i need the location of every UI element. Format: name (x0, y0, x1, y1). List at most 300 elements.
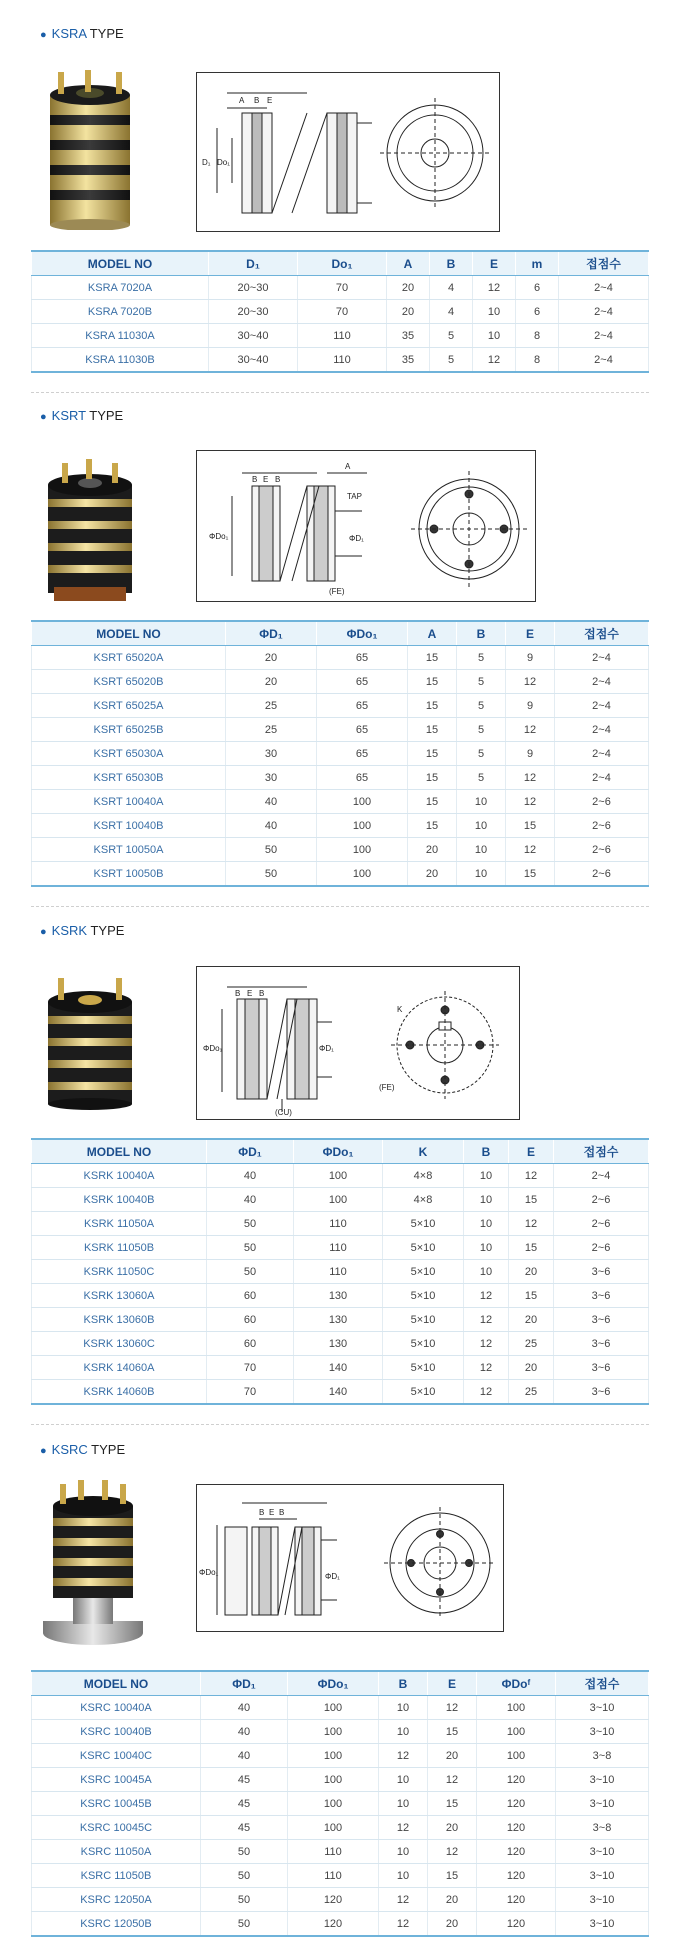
section-divider (31, 1424, 649, 1425)
table-cell: 2~4 (559, 300, 649, 324)
table-cell: 12 (464, 1284, 509, 1308)
table-cell: 2~4 (555, 694, 649, 718)
table-cell: 20 (428, 1888, 477, 1912)
table-cell: 100 (288, 1696, 379, 1720)
table-row (32, 1888, 649, 1912)
technical-drawing (196, 1484, 504, 1632)
slip-ring-photo (42, 455, 138, 605)
label-b2: B (259, 989, 265, 998)
table-cell: 5 (430, 324, 473, 348)
table-cell: 9 (506, 742, 555, 766)
table-cell: 50 (201, 1888, 288, 1912)
table-cell: 70 (298, 276, 387, 300)
table-cell: 40 (226, 790, 317, 814)
table-cell: 15 (408, 742, 457, 766)
label-do1: ΦDo₁ (209, 532, 229, 541)
table-cell: 12 (379, 1816, 428, 1840)
table-cell: 20 (428, 1912, 477, 1937)
table-cell: 12 (379, 1888, 428, 1912)
table-cell: 100 (317, 814, 408, 838)
table-cell: 12 (506, 838, 555, 862)
table-row (32, 1840, 649, 1864)
table-cell: 5×10 (383, 1284, 464, 1308)
table-cell: 10 (473, 324, 516, 348)
label-tap: TAP (347, 492, 362, 501)
table-cell: 10 (457, 790, 506, 814)
table-cell: 12 (506, 670, 555, 694)
table-cell: 12 (428, 1768, 477, 1792)
table-cell: 45 (201, 1792, 288, 1816)
model-no-cell: KSRT 65020B (32, 670, 226, 694)
table-cell: 2~4 (554, 1164, 649, 1188)
table-row (32, 1380, 649, 1405)
table-cell: 65 (317, 742, 408, 766)
table-cell: 15 (509, 1236, 554, 1260)
table-cell: 30~40 (209, 348, 298, 373)
label-e: E (247, 989, 253, 998)
model-no-cell: KSRC 10045C (32, 1816, 201, 1840)
table-cell: 12 (464, 1332, 509, 1356)
model-no-cell: KSRC 11050A (32, 1840, 201, 1864)
table-cell: 45 (201, 1816, 288, 1840)
table-cell: 50 (207, 1236, 294, 1260)
table-header-row: MODEL NO ΦD₁ ΦDo₁ B E ΦDoᶠ 접점수 (32, 1671, 649, 1696)
table-cell: 100 (288, 1768, 379, 1792)
table-cell: 3~6 (554, 1260, 649, 1284)
table-cell: 65 (317, 646, 408, 670)
table-cell: 110 (288, 1864, 379, 1888)
table-cell: 5×10 (383, 1236, 464, 1260)
table-cell: 5×10 (383, 1260, 464, 1284)
table-cell: 100 (288, 1720, 379, 1744)
table-cell: 100 (294, 1164, 383, 1188)
bullet-icon: ● (40, 29, 47, 41)
table-header-row: MODEL NO ΦD₁ ΦDo₁ A B E 접점수 (32, 621, 649, 646)
table-cell: 120 (288, 1912, 379, 1937)
table-cell: 2~4 (559, 348, 649, 373)
table-cell: 15 (428, 1792, 477, 1816)
table-row (32, 1816, 649, 1840)
table-cell: 20 (226, 646, 317, 670)
model-no-cell: KSRK 11050B (32, 1236, 207, 1260)
model-no-cell: KSRT 10040A (32, 790, 226, 814)
table-cell: 2~4 (555, 670, 649, 694)
section-divider (31, 392, 649, 393)
table-row (32, 862, 649, 887)
table-cell: 3~6 (554, 1332, 649, 1356)
table-cell: 5 (457, 694, 506, 718)
label-k: K (397, 1005, 403, 1014)
table-cell: 20 (509, 1260, 554, 1284)
table-cell: 100 (477, 1696, 556, 1720)
label-b2: B (275, 475, 281, 484)
table-cell: 60 (207, 1284, 294, 1308)
table-cell: 10 (379, 1720, 428, 1744)
table-cell: 40 (201, 1696, 288, 1720)
table-row (32, 646, 649, 670)
model-no-cell: KSRT 10040B (32, 814, 226, 838)
table-row (32, 1308, 649, 1332)
table-row (32, 1356, 649, 1380)
table-cell: 15 (408, 814, 457, 838)
model-no-cell: KSRT 65030A (32, 742, 226, 766)
table-cell: 100 (477, 1744, 556, 1768)
table-cell: 3~6 (554, 1356, 649, 1380)
table-cell: 25 (226, 694, 317, 718)
table-cell: 30 (226, 742, 317, 766)
table-row (32, 1212, 649, 1236)
spec-table-ksrt (31, 620, 649, 887)
table-cell: 12 (428, 1840, 477, 1864)
table-cell: 3~10 (556, 1792, 649, 1816)
table-row (32, 1696, 649, 1720)
table-cell: 25 (226, 718, 317, 742)
table-cell: 15 (408, 790, 457, 814)
table-cell: 15 (428, 1720, 477, 1744)
table-cell: 100 (317, 838, 408, 862)
table-cell: 3~10 (556, 1864, 649, 1888)
table-cell: 25 (509, 1380, 554, 1405)
table-cell: 3~6 (554, 1380, 649, 1405)
table-cell: 12 (473, 348, 516, 373)
table-cell: 8 (516, 348, 559, 373)
table-cell: 65 (317, 694, 408, 718)
table-cell: 120 (477, 1864, 556, 1888)
table-cell: 3~10 (556, 1840, 649, 1864)
table-row (32, 670, 649, 694)
table-cell: 2~4 (555, 646, 649, 670)
table-cell: 5×10 (383, 1356, 464, 1380)
table-row (32, 718, 649, 742)
label-a: A (345, 462, 351, 471)
label-d1: ΦD₁ (319, 1044, 334, 1053)
model-no-cell: KSRK 11050C (32, 1260, 207, 1284)
model-no-cell: KSRC 12050A (32, 1888, 201, 1912)
label-d1: D₁ (202, 158, 211, 167)
table-cell: 110 (294, 1212, 383, 1236)
model-no-cell: KSRC 10045B (32, 1792, 201, 1816)
table-cell: 3~6 (554, 1284, 649, 1308)
table-cell: 4×8 (383, 1188, 464, 1212)
label-b2: B (279, 1508, 285, 1517)
bullet-icon: ● (40, 1445, 47, 1457)
bullet-icon: ● (40, 411, 47, 423)
table-cell: 100 (477, 1720, 556, 1744)
table-row (32, 1332, 649, 1356)
table-cell: 50 (201, 1912, 288, 1937)
table-cell: 35 (387, 324, 430, 348)
table-cell: 20 (408, 838, 457, 862)
table-cell: 2~6 (555, 838, 649, 862)
table-cell: 12 (506, 718, 555, 742)
model-no-cell: KSRC 11050B (32, 1864, 201, 1888)
table-cell: 12 (473, 276, 516, 300)
table-cell: 35 (387, 348, 430, 373)
label-fe: (FE) (379, 1083, 395, 1092)
table-cell: 12 (464, 1356, 509, 1380)
table-cell: 20 (387, 276, 430, 300)
table-cell: 20 (226, 670, 317, 694)
table-cell: 20 (387, 300, 430, 324)
table-cell: 15 (408, 670, 457, 694)
label-b: B (235, 989, 241, 998)
table-cell: 10 (457, 814, 506, 838)
model-no-cell: KSRA 11030A (32, 324, 209, 348)
table-cell: 45 (201, 1768, 288, 1792)
table-cell: 12 (506, 766, 555, 790)
table-cell: 50 (207, 1260, 294, 1284)
table-cell: 3~6 (554, 1308, 649, 1332)
section-title: ● KSRK TYPE (40, 923, 125, 938)
table-cell: 20 (428, 1744, 477, 1768)
table-cell: 3~10 (556, 1768, 649, 1792)
table-cell: 12 (379, 1744, 428, 1768)
model-no-cell: KSRT 65030B (32, 766, 226, 790)
table-cell: 12 (428, 1696, 477, 1720)
model-no-cell: KSRT 65020A (32, 646, 226, 670)
table-cell: 40 (207, 1188, 294, 1212)
spec-table-ksrk (31, 1138, 649, 1405)
table-cell: 5 (457, 670, 506, 694)
model-no-cell: KSRA 11030B (32, 348, 209, 373)
table-cell: 12 (379, 1912, 428, 1937)
section-title: ● KSRA TYPE (40, 26, 124, 41)
technical-drawing (196, 450, 536, 602)
table-cell: 120 (477, 1912, 556, 1937)
table-cell: 40 (201, 1744, 288, 1768)
table-row (32, 1284, 649, 1308)
table-cell: 2~4 (555, 742, 649, 766)
table-cell: 120 (477, 1888, 556, 1912)
table-row (32, 838, 649, 862)
model-no-cell: KSRK 13060A (32, 1284, 207, 1308)
table-row (32, 1768, 649, 1792)
model-no-cell: KSRK 11050A (32, 1212, 207, 1236)
spec-table-ksra (31, 250, 649, 373)
table-cell: 20 (509, 1356, 554, 1380)
label-b: B (252, 475, 258, 484)
model-no-cell: KSRC 10040A (32, 1696, 201, 1720)
table-cell: 5×10 (383, 1380, 464, 1405)
model-no-cell: KSRC 10040B (32, 1720, 201, 1744)
table-cell: 110 (298, 348, 387, 373)
table-cell: 5×10 (383, 1308, 464, 1332)
model-no-cell: KSRT 65025A (32, 694, 226, 718)
table-cell: 65 (317, 670, 408, 694)
table-cell: 2~4 (559, 324, 649, 348)
table-row (32, 790, 649, 814)
table-cell: 15 (408, 766, 457, 790)
table-cell: 20 (408, 862, 457, 887)
table-cell: 110 (294, 1236, 383, 1260)
table-cell: 3~10 (556, 1696, 649, 1720)
model-no-cell: KSRK 14060A (32, 1356, 207, 1380)
table-cell: 50 (207, 1212, 294, 1236)
table-cell: 130 (294, 1332, 383, 1356)
table-row (32, 1864, 649, 1888)
label-e: E (267, 96, 273, 105)
table-cell: 10 (464, 1236, 509, 1260)
table-row (32, 1236, 649, 1260)
table-cell: 110 (298, 324, 387, 348)
table-cell: 5×10 (383, 1332, 464, 1356)
table-cell: 8 (516, 324, 559, 348)
table-cell: 15 (506, 814, 555, 838)
table-cell: 110 (294, 1260, 383, 1284)
label-do1: ΦDo₁ (203, 1044, 223, 1053)
table-row (32, 1912, 649, 1937)
label-b: B (259, 1508, 265, 1517)
table-cell: 20 (509, 1308, 554, 1332)
table-cell: 4 (430, 300, 473, 324)
model-no-cell: KSRC 10040C (32, 1744, 201, 1768)
table-cell: 100 (288, 1792, 379, 1816)
table-cell: 120 (477, 1768, 556, 1792)
table-cell: 140 (294, 1380, 383, 1405)
label-do1: Do₁ (217, 158, 230, 167)
label-d1: ΦD₁ (325, 1572, 340, 1581)
table-row (32, 1188, 649, 1212)
label-a: A (239, 96, 245, 105)
table-cell: 2~6 (554, 1212, 649, 1236)
table-cell: 70 (207, 1356, 294, 1380)
table-cell: 4 (430, 276, 473, 300)
table-cell: 10 (464, 1212, 509, 1236)
model-no-cell: KSRT 10050A (32, 838, 226, 862)
label-fe: (FE) (329, 587, 345, 596)
table-cell: 100 (317, 790, 408, 814)
label-cu: (CU) (275, 1108, 292, 1117)
table-cell: 50 (201, 1864, 288, 1888)
table-cell: 5 (457, 718, 506, 742)
section-title: ● KSRC TYPE (40, 1442, 126, 1457)
table-cell: 15 (408, 718, 457, 742)
table-cell: 15 (509, 1188, 554, 1212)
table-cell: 130 (294, 1284, 383, 1308)
table-cell: 10 (464, 1188, 509, 1212)
slip-ring-photo (38, 1478, 148, 1648)
table-header-row: MODEL NO D₁ Do₁ A B E m 접점수 (32, 251, 649, 276)
table-cell: 20~30 (209, 300, 298, 324)
table-row (32, 324, 649, 348)
model-no-cell: KSRT 10050B (32, 862, 226, 887)
table-cell: 9 (506, 646, 555, 670)
table-cell: 12 (509, 1212, 554, 1236)
table-cell: 100 (288, 1816, 379, 1840)
table-cell: 100 (294, 1188, 383, 1212)
table-cell: 50 (226, 862, 317, 887)
table-row (32, 1792, 649, 1816)
table-cell: 30~40 (209, 324, 298, 348)
table-cell: 5×10 (383, 1212, 464, 1236)
table-cell: 120 (288, 1888, 379, 1912)
table-cell: 9 (506, 694, 555, 718)
table-row (32, 1720, 649, 1744)
table-row (32, 1164, 649, 1188)
label-d1: ΦD₁ (349, 534, 364, 543)
table-row (32, 348, 649, 373)
table-cell: 10 (379, 1768, 428, 1792)
label-e: E (269, 1508, 275, 1517)
table-cell: 10 (473, 300, 516, 324)
slip-ring-photo (42, 972, 138, 1112)
table-cell: 50 (201, 1840, 288, 1864)
model-no-cell: KSRA 7020A (32, 276, 209, 300)
table-cell: 10 (379, 1696, 428, 1720)
model-no-cell: KSRC 12050B (32, 1912, 201, 1937)
table-cell: 60 (207, 1332, 294, 1356)
table-cell: 10 (379, 1792, 428, 1816)
table-row (32, 766, 649, 790)
table-cell: 2~4 (559, 276, 649, 300)
table-cell: 110 (288, 1840, 379, 1864)
table-cell: 2~4 (555, 766, 649, 790)
table-cell: 70 (207, 1380, 294, 1405)
table-cell: 12 (506, 790, 555, 814)
table-row (32, 814, 649, 838)
table-cell: 3~10 (556, 1912, 649, 1937)
table-cell: 5 (457, 766, 506, 790)
table-cell: 3~10 (556, 1888, 649, 1912)
table-cell: 5 (430, 348, 473, 373)
table-row (32, 1260, 649, 1284)
table-cell: 2~6 (555, 790, 649, 814)
table-cell: 2~4 (555, 718, 649, 742)
table-cell: 15 (509, 1284, 554, 1308)
model-no-cell: KSRK 13060B (32, 1308, 207, 1332)
model-no-cell: KSRC 10045A (32, 1768, 201, 1792)
table-cell: 65 (317, 718, 408, 742)
table-cell: 10 (379, 1864, 428, 1888)
table-cell: 100 (288, 1744, 379, 1768)
table-cell: 40 (201, 1720, 288, 1744)
table-cell: 10 (457, 838, 506, 862)
table-cell: 10 (464, 1260, 509, 1284)
model-no-cell: KSRK 13060C (32, 1332, 207, 1356)
table-cell: 120 (477, 1840, 556, 1864)
model-no-cell: KSRA 7020B (32, 300, 209, 324)
table-cell: 10 (457, 862, 506, 887)
technical-drawing (196, 72, 500, 232)
table-cell: 120 (477, 1792, 556, 1816)
spec-table-ksrc (31, 1670, 649, 1937)
table-cell: 6 (516, 276, 559, 300)
table-cell: 30 (226, 766, 317, 790)
table-cell: 12 (464, 1308, 509, 1332)
table-cell: 50 (226, 838, 317, 862)
section-divider (31, 906, 649, 907)
table-cell: 15 (408, 694, 457, 718)
table-cell: 25 (509, 1332, 554, 1356)
table-row (32, 694, 649, 718)
table-cell: 60 (207, 1308, 294, 1332)
bullet-icon: ● (40, 926, 47, 938)
table-cell: 3~8 (556, 1744, 649, 1768)
table-cell: 20 (428, 1816, 477, 1840)
table-cell: 12 (464, 1380, 509, 1405)
slip-ring-photo (40, 60, 140, 230)
table-row (32, 276, 649, 300)
table-cell: 2~6 (554, 1188, 649, 1212)
table-header-row: MODEL NO ΦD₁ ΦDo₁ K B E 접점수 (32, 1139, 649, 1164)
table-row (32, 1744, 649, 1768)
table-cell: 12 (509, 1164, 554, 1188)
table-cell: 10 (464, 1164, 509, 1188)
table-cell: 15 (428, 1864, 477, 1888)
table-cell: 120 (477, 1816, 556, 1840)
model-no-cell: KSRK 14060B (32, 1380, 207, 1405)
table-row (32, 300, 649, 324)
